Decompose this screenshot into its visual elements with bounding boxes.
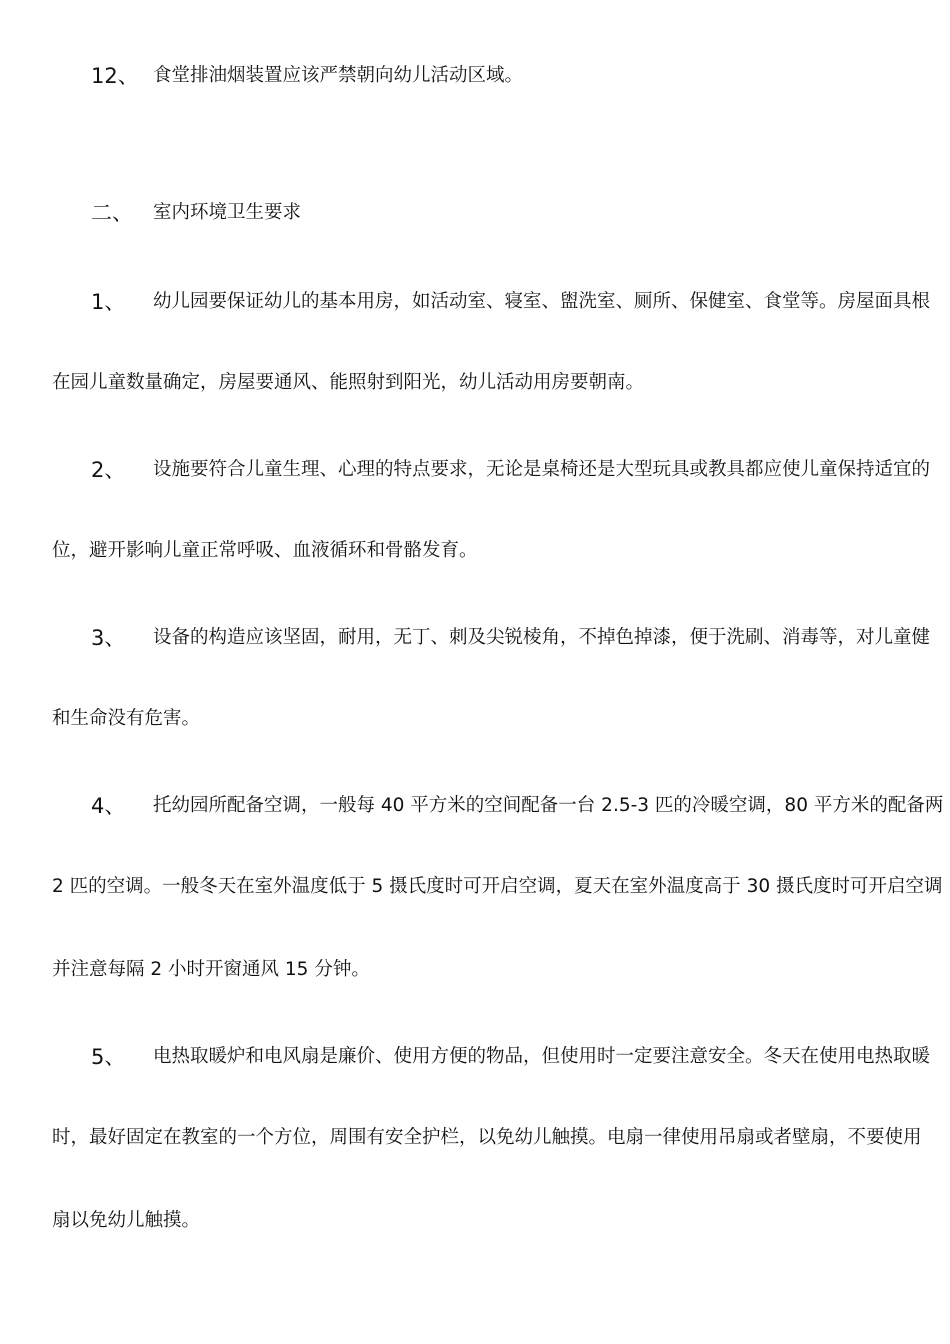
item-text-continued: 并注意每隔 2 小时开窗通风 15 分钟。 <box>52 959 370 980</box>
item-text: 托幼园所配备空调，一般每 40 平方米的空间配备一台 2.5-3 匹的冷暖空调，80 平方米的配备两 <box>153 795 944 816</box>
item-number: 2、 <box>91 458 126 482</box>
item-number: 1、 <box>91 290 126 314</box>
item-number: 5、 <box>91 1045 126 1069</box>
item-text: 电热取暖炉和电风扇是廉价、使用方便的物品，但使用时一定要注意安全。冬天在使用电热取暖 <box>153 1046 931 1067</box>
item-number: 3、 <box>91 626 126 650</box>
item-number: 12、 <box>91 64 139 88</box>
item-text-continued: 2 匹的空调。一般冬天在室外温度低于 5 摄氏度时可开启空调，夏天在室外温度高于 30 摄氏度时可开启空调 <box>52 876 943 897</box>
item-text-continued: 扇以免幼儿触摸。 <box>52 1210 201 1231</box>
item-text-continued: 位，避开影响儿童正常呼吸、血液循环和骨骼发育。 <box>52 540 478 561</box>
item-text: 幼儿园要保证幼儿的基本用房，如活动室、寝室、盥洗室、厕所、保健室、食堂等。房屋面具根 <box>153 291 931 312</box>
item-text: 设备的构造应该坚固，耐用，无丁、刺及尖锐棱角，不掉色掉漆，便于洗刷、消毒等，对儿童健 <box>153 627 931 648</box>
item-text: 设施要符合儿童生理、心理的特点要求，无论是桌椅还是大型玩具或教具都应使儿童保持适宜的 <box>153 459 931 480</box>
item-text: 食堂排油烟装置应该严禁朝向幼儿活动区域。 <box>153 65 524 86</box>
item-text-continued: 在园儿童数量确定，房屋要通风、能照射到阳光，幼儿活动用房要朝南。 <box>52 372 645 393</box>
section-number: 二、 <box>91 201 133 225</box>
item-text-continued: 和生命没有危害。 <box>52 708 201 729</box>
section-title: 室内环境卫生要求 <box>153 202 302 223</box>
item-text-continued: 时，最好固定在教室的一个方位，周围有安全护栏，以免幼儿触摸。电扇一律使用吊扇或者壁扇，不要使用 <box>52 1127 922 1148</box>
item-number: 4、 <box>91 794 126 818</box>
